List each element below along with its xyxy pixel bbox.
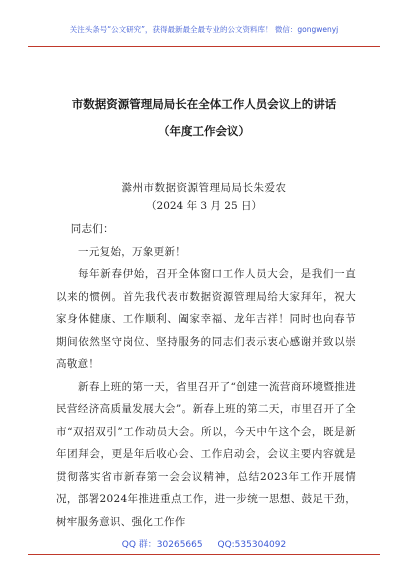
document-title: 市数据资源管理局局长在全体工作人员会议上的讲话 xyxy=(71,97,337,111)
footer-contact xyxy=(0,537,408,550)
body-paragraph: 新春上班的第一天，省里召开了“创建一流营商环境暨推进民营经济高质量发展大会”。新春上班的第二天，市里召开了全市“双招双引”工作动员大会。所以，今天中午这个会，既是新年团拜会，更是年后收心会、工作启动会，会议主要内容就是贯彻落实省市新春第一会会议精神，总结2023年工作开展情况，部署2024年推进重点工作，进一步统一思想、鼓足干劲，树牢服务意识、强化工作作 xyxy=(56,380,356,528)
body-paragraph: 一元复始，万象更新！ xyxy=(78,245,187,258)
footer-qq: QQ:535304092 xyxy=(217,540,287,550)
footer-divider xyxy=(28,554,380,555)
header-divider xyxy=(28,46,380,47)
speaker-line: 滁州市数据资源管理局局长朱爱农 xyxy=(121,182,287,194)
salutation: 同志们： xyxy=(70,223,114,235)
document-subtitle: （年度工作会议） xyxy=(158,124,250,138)
speech-date: （2024 年 3 月 25 日） xyxy=(146,200,262,212)
footer-qq-group: QQ 群：30265665 xyxy=(121,540,203,550)
document-body xyxy=(56,218,356,533)
header-promo-text: 关注头条号“公文研究”，获得最新最全最专业的公文资料库！ 微信：gongwenyj xyxy=(69,25,339,34)
body-paragraph: 每年新春伊始，召开全体窗口工作人员大会，是我们一直以来的惯例。首先我代表市数据资源管理局给大家拜年，祝大家身体健康、工作顺利、阖家幸福、龙年吉祥！同时也向春节期间依然坚守岗位、坚持服务的同志们表示衷心感谢并致以崇高敬意！ xyxy=(56,268,356,370)
